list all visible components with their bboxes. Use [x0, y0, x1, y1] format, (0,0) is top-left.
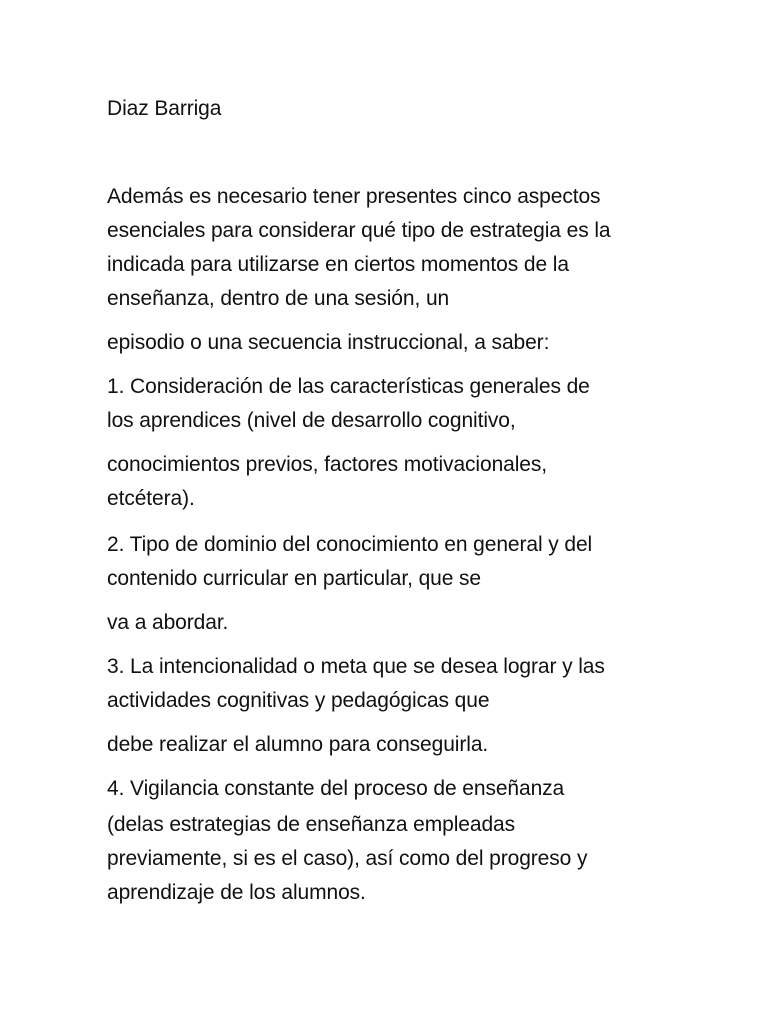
list-item-3-line-1: 3. La intencionalidad o meta que se desea lograr y las — [107, 655, 605, 678]
list-item-1-line-3: conocimientos previos, factores motivacionales, — [107, 453, 548, 476]
text-line-2: esenciales para considerar qué tipo de estrategia es la — [107, 219, 611, 242]
list-item-3-line-2: actividades cognitivas y pedagógicas que — [107, 689, 490, 712]
list-item-4-line-2: (delas estrategias de enseñanza empleadas — [107, 813, 516, 836]
text-line-1: Además es necesario tener presentes cinco aspectos — [107, 185, 601, 208]
list-item-4-line-3: previamente, si es el caso), así como del progreso y — [107, 847, 588, 870]
list-item-2-line-2: contenido curricular en particular, que se — [107, 567, 482, 590]
text-line-5: episodio o una secuencia instruccional, a saber: — [107, 331, 550, 354]
list-item-1-line-1: 1. Consideración de las características generales de — [107, 375, 590, 398]
list-item-2-line-1: 2. Tipo de dominio del conocimiento en general y del — [107, 533, 593, 556]
list-item-2-line-3: va a abordar. — [107, 611, 229, 634]
list-item-4-line-4: aprendizaje de los alumnos. — [107, 881, 366, 904]
text-line-4: enseñanza, dentro de una sesión, un — [107, 287, 450, 310]
list-item-3-line-3: debe realizar el alumno para conseguirla. — [107, 733, 489, 756]
list-item-1-line-2: los aprendices (nivel de desarrollo cognitivo, — [107, 409, 516, 432]
text-line-3: indicada para utilizarse en ciertos momentos de la — [107, 253, 569, 276]
document-author: Diaz Barriga — [107, 97, 222, 120]
list-item-4-line-1: 4. Vigilancia constante del proceso de enseñanza — [107, 777, 565, 800]
list-item-1-line-4: etcétera). — [107, 487, 195, 510]
